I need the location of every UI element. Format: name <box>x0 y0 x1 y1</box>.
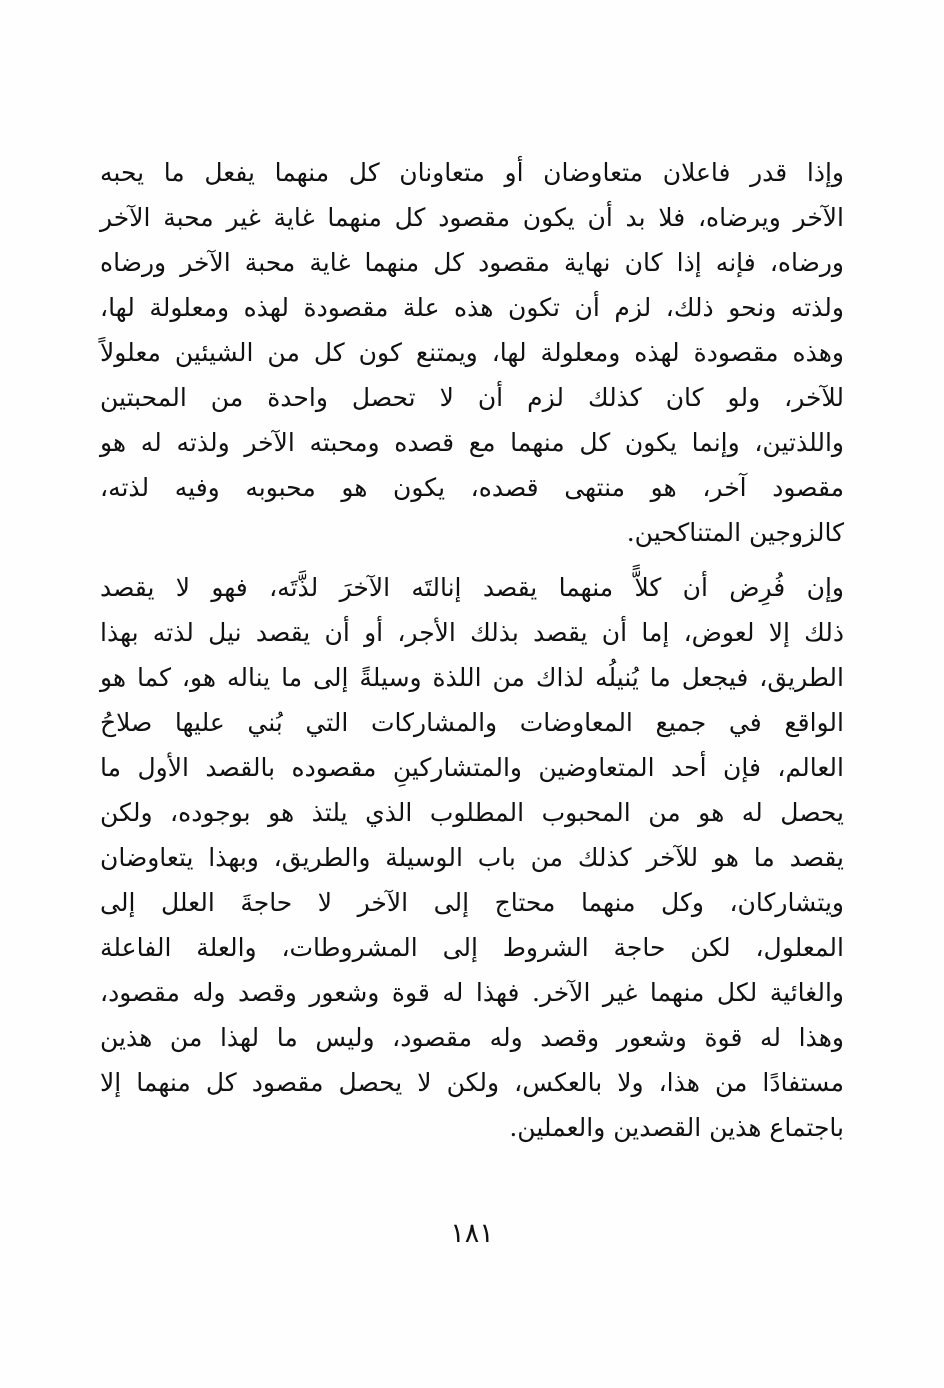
body-text <box>100 150 844 1150</box>
text-line: العالم، فإن أحد المتعاوضين والمتشاركينِ مقصوده بالقصد الأول ما <box>100 753 844 782</box>
page-number: ١٨١ <box>450 1218 494 1249</box>
text-line: يحصل له هو من المحبوب المطلوب الذي يلتذ هو بوجوده، ولكن <box>100 798 844 827</box>
text-line: الآخر ويرضاه، فلا بد أن يكون مقصود كل منهما غاية غير محبة الآخر <box>100 203 844 232</box>
paragraph-1 <box>100 150 844 555</box>
text-line: واللذتين، وإنما يكون كل منهما مع قصده ومحبته الآخر ولذته له هو <box>100 428 844 457</box>
text-line: للآخر، ولو كان كذلك لزم أن لا تحصل واحدة من المحبتين <box>100 383 844 412</box>
text-line: ولذته ونحو ذلك، لزم أن تكون هذه علة مقصودة لهذه ومعلولة لها، <box>100 293 844 322</box>
text-line: المعلول، لكن حاجة الشروط إلى المشروطات، والعلة الفاعلة <box>100 933 844 962</box>
text-line: وهذا له قوة وشعور وقصد وله مقصود، وليس ما لهذا من هذين <box>100 1023 844 1052</box>
text-line: والغائية لكل منهما غير الآخر. فهذا له قوة وشعور وقصد وله مقصود، <box>100 978 844 1007</box>
text-line: وهذه مقصودة لهذه ومعلولة لها، ويمتنع كون كل من الشيئين معلولاً <box>100 338 844 367</box>
text-line: وإذا قدر فاعلان متعاوضان أو متعاونان كل منهما يفعل ما يحبه <box>100 158 844 187</box>
text-line: ذلك إلا لعوض، إما أن يقصد بذلك الأجر، أو أن يقصد نيل لذته بهذا <box>100 618 844 647</box>
text-line: يقصد ما هو للآخر كذلك من باب الوسيلة والطريق، وبهذا يتعاوضان <box>100 843 844 872</box>
text-line: مستفادًا من هذا، ولا بالعكس، ولكن لا يحصل مقصود كل منهما إلا <box>100 1068 844 1097</box>
text-line: ويتشاركان، وكل منهما محتاج إلى الآخر لا حاجةَ العلل إلى <box>100 888 844 917</box>
text-line: كالزوجين المتناكحين. <box>626 518 844 547</box>
text-line: ورضاه، فإنه إذا كان نهاية مقصود كل منهما غاية محبة الآخر ورضاه <box>100 248 844 277</box>
paragraph-2 <box>100 565 844 1150</box>
text-line: مقصود آخر، هو منتهى قصده، يكون هو محبوبه وفيه لذته، <box>100 473 844 502</box>
text-line: الواقع في جميع المعاوضات والمشاركات التي بُني عليها صلاحُ <box>100 708 844 737</box>
text-line: وإن فُرِض أن كلاًّ منهما يقصد إنالتَه الآخرَ لذَّتَه، فهو لا يقصد <box>100 573 844 602</box>
text-line: الطريق، فيجعل ما يُنيلُه لذاك من اللذة وسيلةً إلى ما يناله هو، كما هو <box>100 663 844 692</box>
text-line: باجتماع هذين القصدين والعملين. <box>509 1113 844 1142</box>
